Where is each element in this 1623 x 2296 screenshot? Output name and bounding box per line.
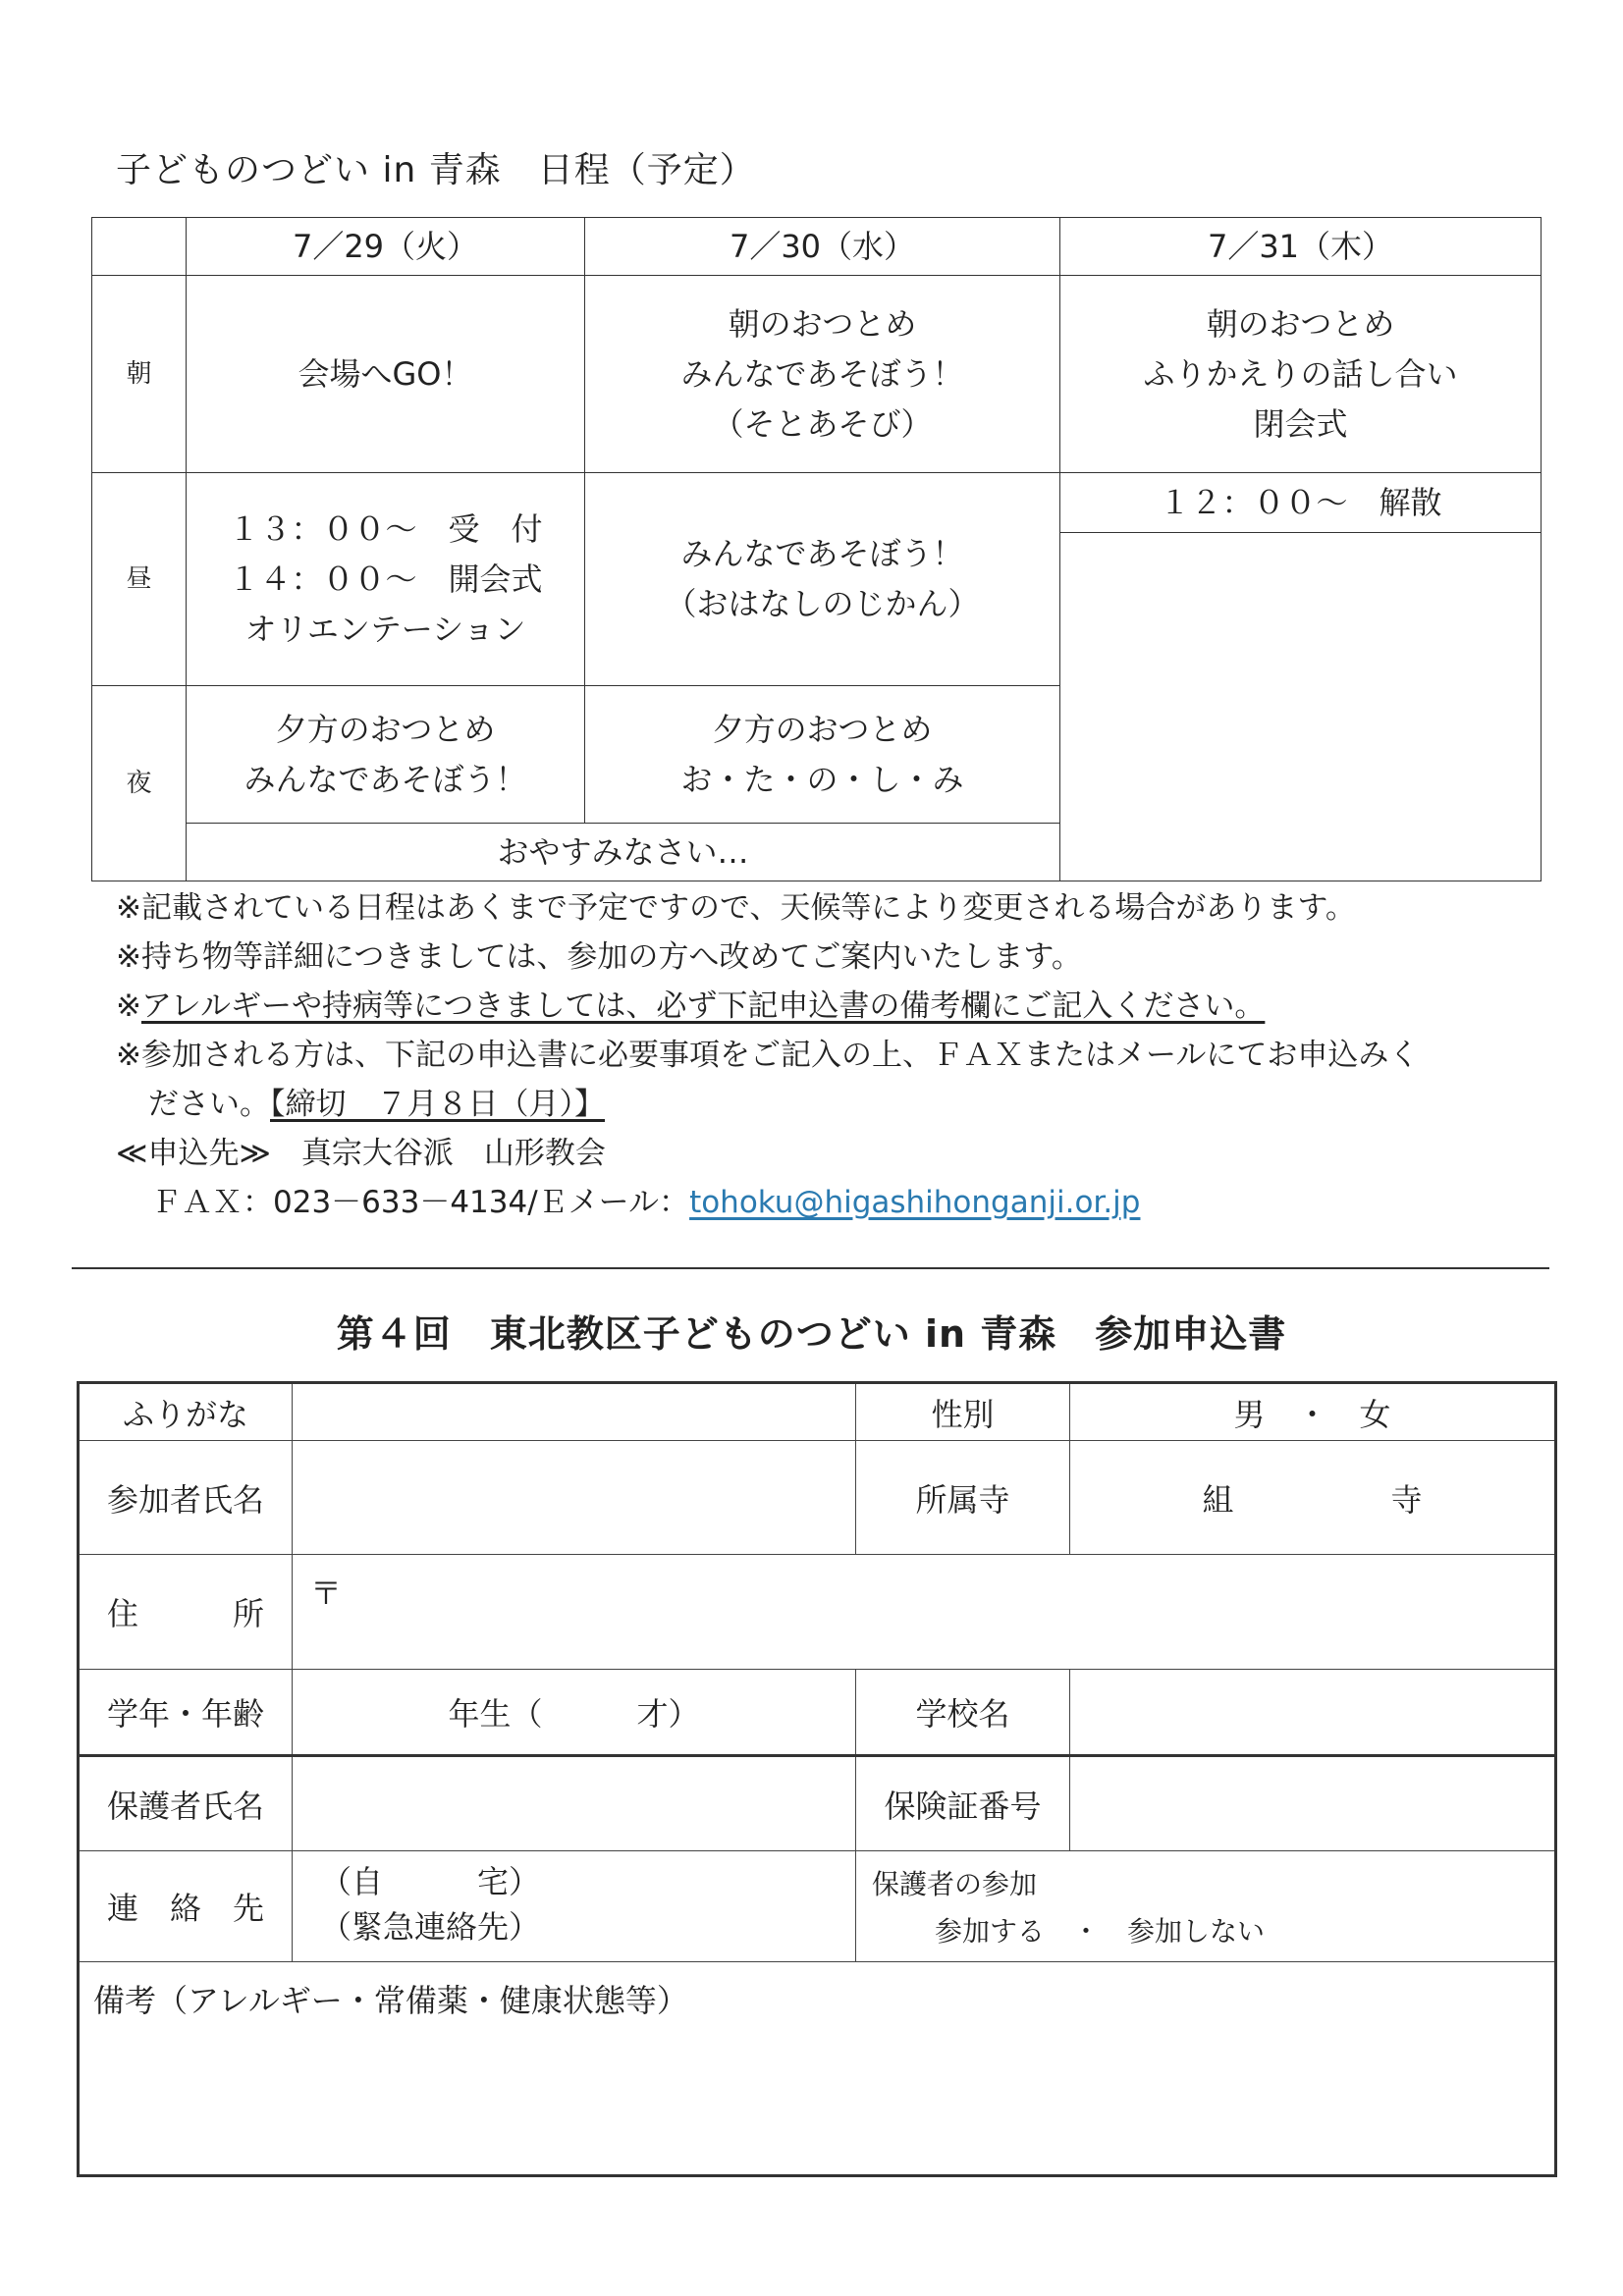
gender-field[interactable]: 男 ・ 女 [1070,1383,1556,1441]
furigana-field[interactable] [293,1383,856,1441]
cell-line: みんなであそぼう！ [243,760,527,798]
cell-line: 夕方のおつとめ [712,710,933,748]
cell-line: お・た・の・し・み [680,760,964,798]
day-header: 7／29（火） [187,218,585,276]
grade-field[interactable]: 年生（ 才） [293,1670,856,1756]
schedule-title: 子どものつどい in 青森 日程（予定） [116,150,756,190]
row-label-morning: 朝 [92,276,187,473]
application-form [77,1381,1557,2177]
cell-line: （そとあそび） [712,404,933,443]
cell-line: 朝のおつとめ [728,304,917,343]
cell-morning-d1 [187,276,585,473]
school-field[interactable] [1070,1670,1556,1756]
contact-line [116,1178,1419,1227]
name-label: 参加者氏名 [79,1441,293,1555]
address-row [79,1555,1556,1670]
email-link[interactable]: tohoku@higashihonganji.or.jp [689,1185,1141,1220]
cell-night-shared: おやすみなさい… [187,824,1060,881]
cell-line: みんなであそぼう！ [680,354,964,393]
emergency-phone-label: （緊急連絡先） [320,1908,541,1946]
postal-mark: 〒 [310,1575,343,1612]
note-4-cont [116,1080,1419,1129]
cell-line: オリエンテーション [244,610,526,648]
furigana-row [79,1383,1556,1441]
cell-line: １４：００～ 開会式 [228,560,543,598]
cell-night-d2 [585,686,1060,824]
note-4-tail: ださい。 [148,1087,270,1122]
notes-section [116,883,1419,1227]
remarks-label: 備考（アレルギー・常備薬・健康状態等） [93,1982,688,2019]
day-header: 7／30（水） [585,218,1060,276]
grade-row [79,1670,1556,1756]
name-field[interactable] [293,1441,856,1555]
cell-line: 朝のおつとめ [1206,304,1395,343]
grade-label: 学年・年齢 [79,1670,293,1756]
cell-noon-d2 [585,473,1060,686]
cell-line: みんなであそぼう！ [680,535,964,572]
form-title: 第４回 東北教区子どものつどい in 青森 参加申込書 [336,1312,1287,1356]
note-2: ※持ち物等詳細につきましては、参加の方へ改めてご案内いたします。 [116,939,1082,975]
guardian-field[interactable] [293,1756,856,1851]
cell-line: 夕方のおつとめ [275,710,496,748]
day-header: 7／31（木） [1060,218,1542,276]
remarks-row [79,1962,1556,2176]
row-label-noon: 昼 [92,473,187,686]
cell-line: 会場へGO！ [298,354,473,393]
deadline: 【締切 ７月８日（月）】 [270,1087,605,1122]
furigana-label: ふりがな [79,1383,293,1441]
contact-label: ≪申込先≫ 真宗大谷派 山形教会 [116,1136,606,1171]
note-1: ※記載されている日程はあくまで予定ですので、天候等により変更される場合があります。 [116,890,1356,926]
school-label: 学校名 [856,1670,1070,1756]
cell-line: 閉会式 [1253,404,1348,443]
note-4: ※参加される方は、下記の申込書に必要事項をご記入の上、ＦＡＸまたはメールにてお申込みく [116,1038,1420,1073]
fax-text: ＦＡＸ：023－633－4134/Ｅメール： [151,1185,690,1220]
remarks-field[interactable] [79,1962,1556,2176]
guardian-join-options: 参加する ・ 参加しない [935,1915,1266,1948]
cell-night-d1 [187,686,585,824]
cell-line: ふりかえりの話し合い [1143,354,1458,393]
temple-field[interactable]: 組 寺 [1070,1441,1556,1555]
section-divider [72,1267,1549,1269]
note-3 [116,982,1419,1031]
address-label: 住 所 [79,1555,293,1670]
schedule-header-row [92,218,1542,276]
contact-label: 連 絡 先 [79,1851,293,1962]
insurance-field[interactable] [1070,1756,1556,1851]
cell-empty-d3 [1060,533,1542,881]
guardian-join-label: 保護者の参加 [872,1868,1038,1900]
row-label-night: 夜 [92,686,187,881]
gender-label: 性別 [856,1383,1070,1441]
note-3-text: アレルギーや持病等につきましては、必ず下記申込書の備考欄にご記入ください。 [140,988,1266,1024]
contact-field[interactable] [293,1851,856,1962]
contact-row [79,1851,1556,1962]
cell-morning-d2 [585,276,1060,473]
cell-line: １３：００～ 受 付 [228,509,543,548]
schedule-table [91,217,1542,881]
temple-label: 所属寺 [856,1441,1070,1555]
cell-noon-d3: １２：００～ 解散 [1060,473,1542,533]
noon-row-top [92,473,1542,533]
address-field[interactable] [293,1555,1556,1670]
guardian-row [79,1756,1556,1851]
guardian-join-field[interactable] [856,1851,1556,1962]
insurance-label: 保険証番号 [856,1756,1070,1851]
home-phone-label: （自 宅） [320,1863,541,1900]
note-3-mark: ※ [116,988,141,1024]
cell-line: （おはなしのじかん） [665,585,980,622]
guardian-label: 保護者氏名 [79,1756,293,1851]
cell-morning-d3 [1060,276,1542,473]
schedule-corner-cell [92,218,187,276]
cell-noon-d1 [187,473,585,686]
morning-row [92,276,1542,473]
name-row [79,1441,1556,1555]
